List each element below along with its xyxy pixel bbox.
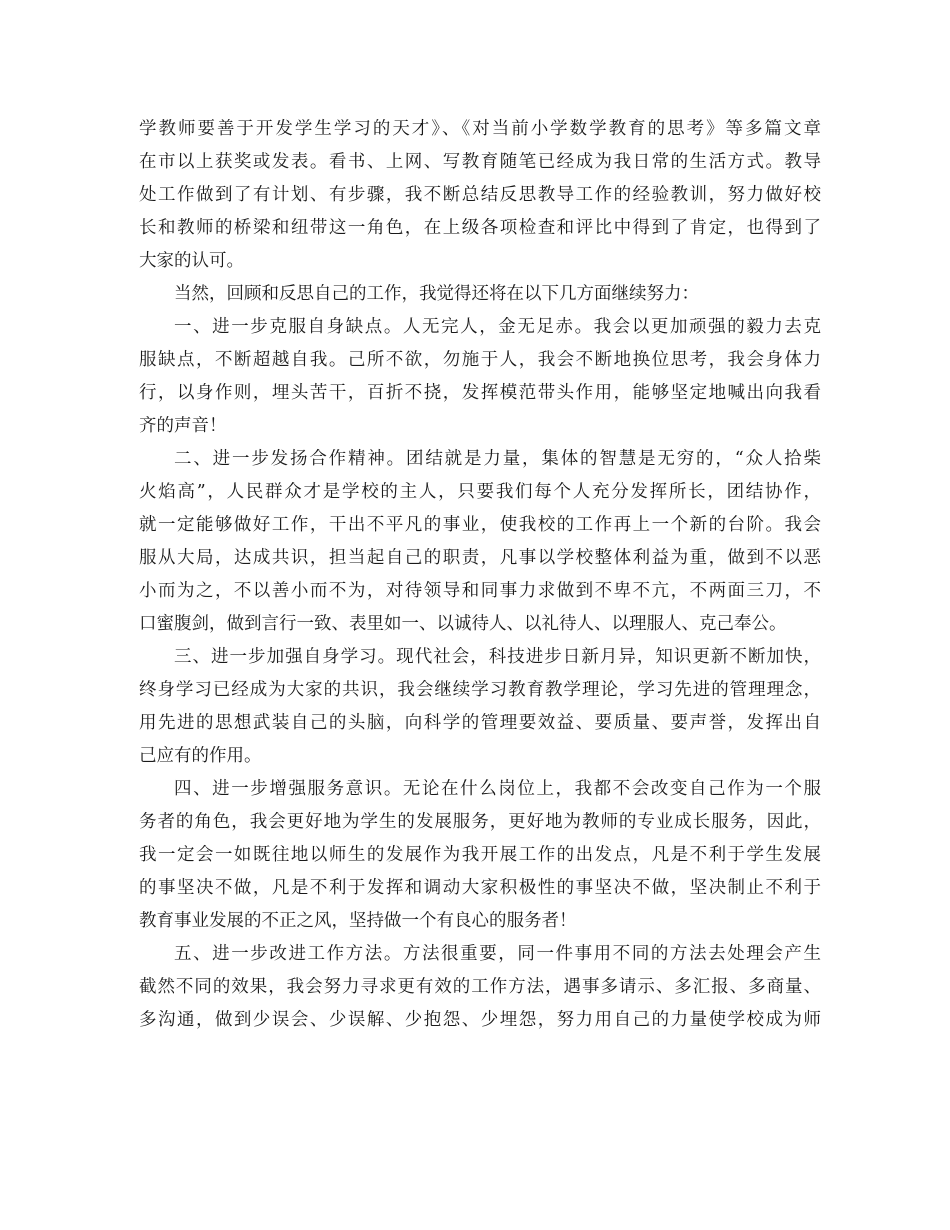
text-line: 在市以上获奖或发表。看书、上网、写教育随笔已经成为我日常的生活方式。教导 [139,152,821,172]
text-line: 就一定能够做好工作，干出不平凡的事业，使我校的工作再上一个新的台阶。我会 [139,515,821,535]
text-line: 处工作做到了有计划、有步骤，我不断总结反思教导工作的经验教训，努力做好校 [139,185,821,205]
paragraph-first-line: 一、进一步克服自身缺点。人无完人，金无足赤。我会以更加顽强的毅力去克 [174,317,821,337]
document-body [139,113,821,1037]
text-line: 多沟通，做到少误会、少误解、少抱怨、少埋怨，努力用自己的力量使学校成为师 [139,1010,821,1030]
text-line: 教育事业发展的不正之风，坚持做一个有良心的服务者！ [139,911,577,931]
paragraph-first-line: 五、进一步改进工作方法。方法很重要，同一件事用不同的方法去处理会产生 [174,944,821,964]
text-line: 己应有的作用。 [139,746,262,766]
text-line: 的事坚决不做，凡是不利于发挥和调动大家积极性的事坚决不做，坚决制止不利于 [139,878,821,898]
paragraph-first-line: 当然，回顾和反思自己的工作，我觉得还将在以下几方面继续努力： [174,284,699,304]
paragraph-first-line: 三、进一步加强自身学习。现代社会，科技进步日新月异，知识更新不断加快， [174,647,821,667]
text-line: 务者的角色，我会更好地为学生的发展服务，更好地为教师的专业成长服务，因此， [139,812,821,832]
text-line: 服从大局，达成共识，担当起自己的职责，凡事以学校整体利益为重，做到不以恶 [139,548,821,568]
paragraph-first-line: 二、进一步发扬合作精神。团结就是力量，集体的智慧是无穷的，“众人拾柴 [174,449,821,469]
text-line: 小而为之，不以善小而不为，对待领导和同事力求做到不卑不亢，不两面三刀，不 [139,581,821,601]
paragraph-first-line: 四、进一步增强服务意识。无论在什么岗位上，我都不会改变自己作为一个服 [174,779,821,799]
text-line: 长和教师的桥梁和纽带这一角色，在上级各项检查和评比中得到了肯定，也得到了 [139,218,821,238]
text-line: 大家的认可。 [139,251,244,271]
text-line: 我一定会一如既往地以师生的发展作为我开展工作的出发点，凡是不利于学生发展 [139,845,821,865]
text-line: 服缺点，不断超越自我。己所不欲，勿施于人，我会不断地换位思考，我会身体力 [139,350,821,370]
text-line: 火焰高”，人民群众才是学校的主人，只要我们每个人充分发挥所长，团结协作， [139,482,821,502]
text-line: 学教师要善于开发学生学习的天才》、《对当前小学数学教育的思考》等多篇文章 [139,119,821,139]
text-line: 用先进的思想武装自己的头脑，向科学的管理要效益、要质量、要声誉，发挥出自 [139,713,821,733]
text-line: 齐的声音！ [139,416,227,436]
text-line: 口蜜腹剑，做到言行一致、表里如一、以诚待人、以礼待人、以理服人、克己奉公。 [139,614,787,634]
text-line: 行，以身作则，埋头苦干，百折不挠，发挥模范带头作用，能够坚定地喊出向我看 [139,383,821,403]
text-line: 截然不同的效果，我会努力寻求更有效的工作方法，遇事多请示、多汇报、多商量、 [139,977,821,997]
text-line: 终身学习已经成为大家的共识，我会继续学习教育教学理论，学习先进的管理理念， [139,680,821,700]
